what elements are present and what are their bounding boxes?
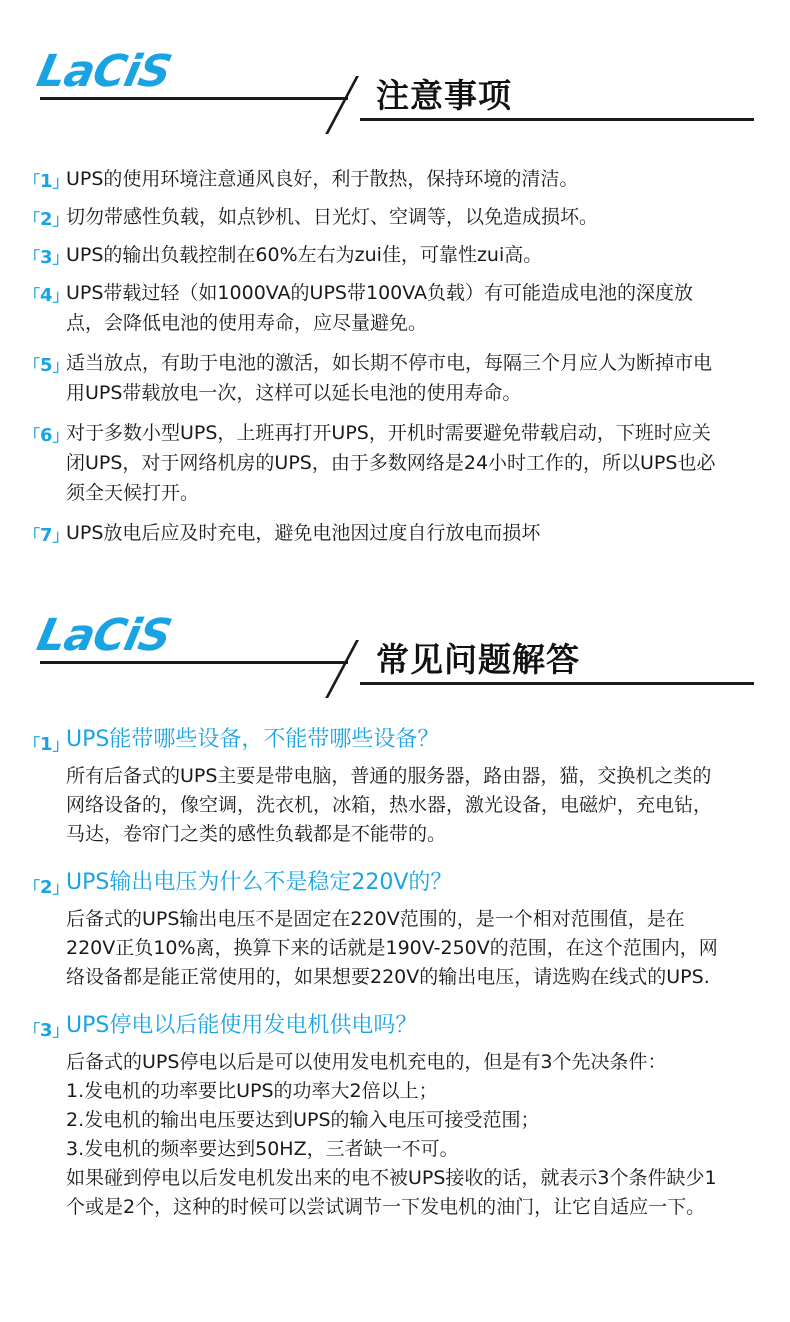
item-number-badge [24,167,69,193]
note-item [0,348,726,408]
bracket-left-icon: 「 [24,878,41,897]
section-title: 注意事项 [376,76,512,115]
faq-item [0,867,790,992]
bracket-left-icon: 「 [24,248,41,267]
faq-answer [0,762,726,849]
note-text: 对于多数小型UPS，上班再打开UPS，开机时需要避免带载启动，下班时应关闭UPS，对于网络机房的UPS，由于多数网络是24小时工作的，所以UPS也必须全天候打开。 [66,422,716,504]
bracket-right-icon: 」 [52,210,69,229]
divider-line [40,661,348,664]
faq-question [0,1010,790,1048]
notes-section [0,0,790,546]
note-item [0,164,726,194]
item-number: 3 [40,247,53,268]
brand-logo: LaCiS [32,46,176,97]
faq-item [0,1010,790,1222]
bracket-right-icon: 」 [52,878,69,897]
faq-answer-line: 3.发电机的频率要达到50HZ，三者缺一不可。 [66,1138,459,1160]
divider-slash [325,76,359,134]
bracket-left-icon: 「 [24,1021,41,1040]
bracket-right-icon: 」 [52,735,69,754]
item-number-badge [24,281,69,307]
note-item [0,202,726,232]
bracket-left-icon: 「 [24,526,41,545]
faq-question [0,724,790,762]
faq-answer-line: 如果碰到停电以后发电机发出来的电不被UPS接收的话，就表示3个条件缺少1个或是2个，这种的时候可以尝试调节一下发电机的油门，让它自适应一下。 [66,1167,717,1218]
bracket-left-icon: 「 [24,356,41,375]
bracket-left-icon: 「 [24,286,41,305]
item-number: 4 [40,285,53,306]
item-number-badge [24,205,69,231]
faq-answer-line: 后备式的UPS输出电压不是固定在220V范围的，是一个相对范围值，是在220V正负10%离，换算下来的话就是190V-250V的范围，在这个范围内，网络设备都是能正常使用的，如果想要220V的输出电压，请选购在线式的UPS. [66,908,718,988]
bracket-left-icon: 「 [24,210,41,229]
bracket-right-icon: 」 [52,426,69,445]
divider-line [40,97,348,100]
item-number: 2 [40,877,53,898]
bracket-left-icon: 「 [24,172,41,191]
section-title: 常见问题解答 [376,640,580,679]
note-item [0,278,726,338]
faq-question [0,867,790,905]
item-number: 5 [40,355,53,376]
note-item [0,418,726,508]
item-number: 1 [40,734,53,755]
note-text: UPS放电后应及时充电，避免电池因过度自行放电而损坏 [66,522,541,544]
bracket-right-icon: 」 [52,1021,69,1040]
section-header [0,564,790,704]
item-number-badge [24,873,69,899]
faq-answer [0,905,726,992]
faq-answer-line: 1.发电机的功率要比UPS的功率大2倍以上； [66,1080,438,1102]
divider-line [360,118,754,121]
faq-answer-line: 后备式的UPS停电以后是可以使用发电机充电的，但是有3个先决条件： [66,1051,667,1073]
item-number-badge [24,730,69,756]
faq-question-text: UPS停电以后能使用发电机供电吗？ [66,1013,418,1038]
bracket-right-icon: 」 [52,172,69,191]
faq-section [0,564,790,1218]
item-number: 6 [40,425,53,446]
item-number: 2 [40,209,53,230]
item-number: 7 [40,525,53,546]
bracket-left-icon: 「 [24,426,41,445]
faq-question-text: UPS能带哪些设备，不能带哪些设备？ [66,727,440,752]
bracket-right-icon: 」 [52,526,69,545]
note-text: UPS的使用环境注意通风良好，利于散热，保持环境的清洁。 [66,168,579,190]
item-number-badge [24,1016,69,1042]
faq-answer [0,1048,726,1222]
divider-line [360,682,754,685]
item-number-badge [24,351,69,377]
item-number-badge [24,243,69,269]
bracket-right-icon: 」 [52,248,69,267]
section-header [0,0,790,140]
bracket-right-icon: 」 [52,286,69,305]
note-text: UPS的输出负载控制在60%左右为zui佳，可靠性zui高。 [66,244,543,266]
note-item [0,240,726,270]
bracket-right-icon: 」 [52,356,69,375]
note-text: 适当放点，有助于电池的激活，如长期不停市电，每隔三个月应人为断掉市电用UPS带载放电一次，这样可以延长电池的使用寿命。 [66,352,713,404]
note-text: UPS带载过轻（如1000VA的UPS带100VA负载）有可能造成电池的深度放点，会降低电池的使用寿命，应尽量避免。 [66,282,694,334]
note-text: 切勿带感性负载，如点钞机、日光灯、空调等，以免造成损坏。 [66,206,599,228]
bracket-left-icon: 「 [24,735,41,754]
item-number-badge [24,521,69,547]
faq-answer-line: 所有后备式的UPS主要是带电脑，普通的服务器，路由器，猫，交换机之类的网络设备的，像空调，洗衣机，冰箱，热水器，激光设备，电磁炉，充电钻，马达，卷帘门之类的感性负载都是不能带的。 [66,765,713,845]
faq-list [0,724,790,1222]
faq-answer-line: 2.发电机的输出电压要达到UPS的输入电压可接受范围； [66,1109,540,1131]
faq-item [0,724,790,849]
faq-question-text: UPS输出电压为什么不是稳定220V的？ [66,870,453,895]
brand-logo: LaCiS [32,610,176,661]
item-number: 1 [40,171,53,192]
note-item [0,518,726,548]
item-number: 3 [40,1020,53,1041]
item-number-badge [24,421,69,447]
divider-slash [325,640,359,698]
notes-list [0,164,790,548]
